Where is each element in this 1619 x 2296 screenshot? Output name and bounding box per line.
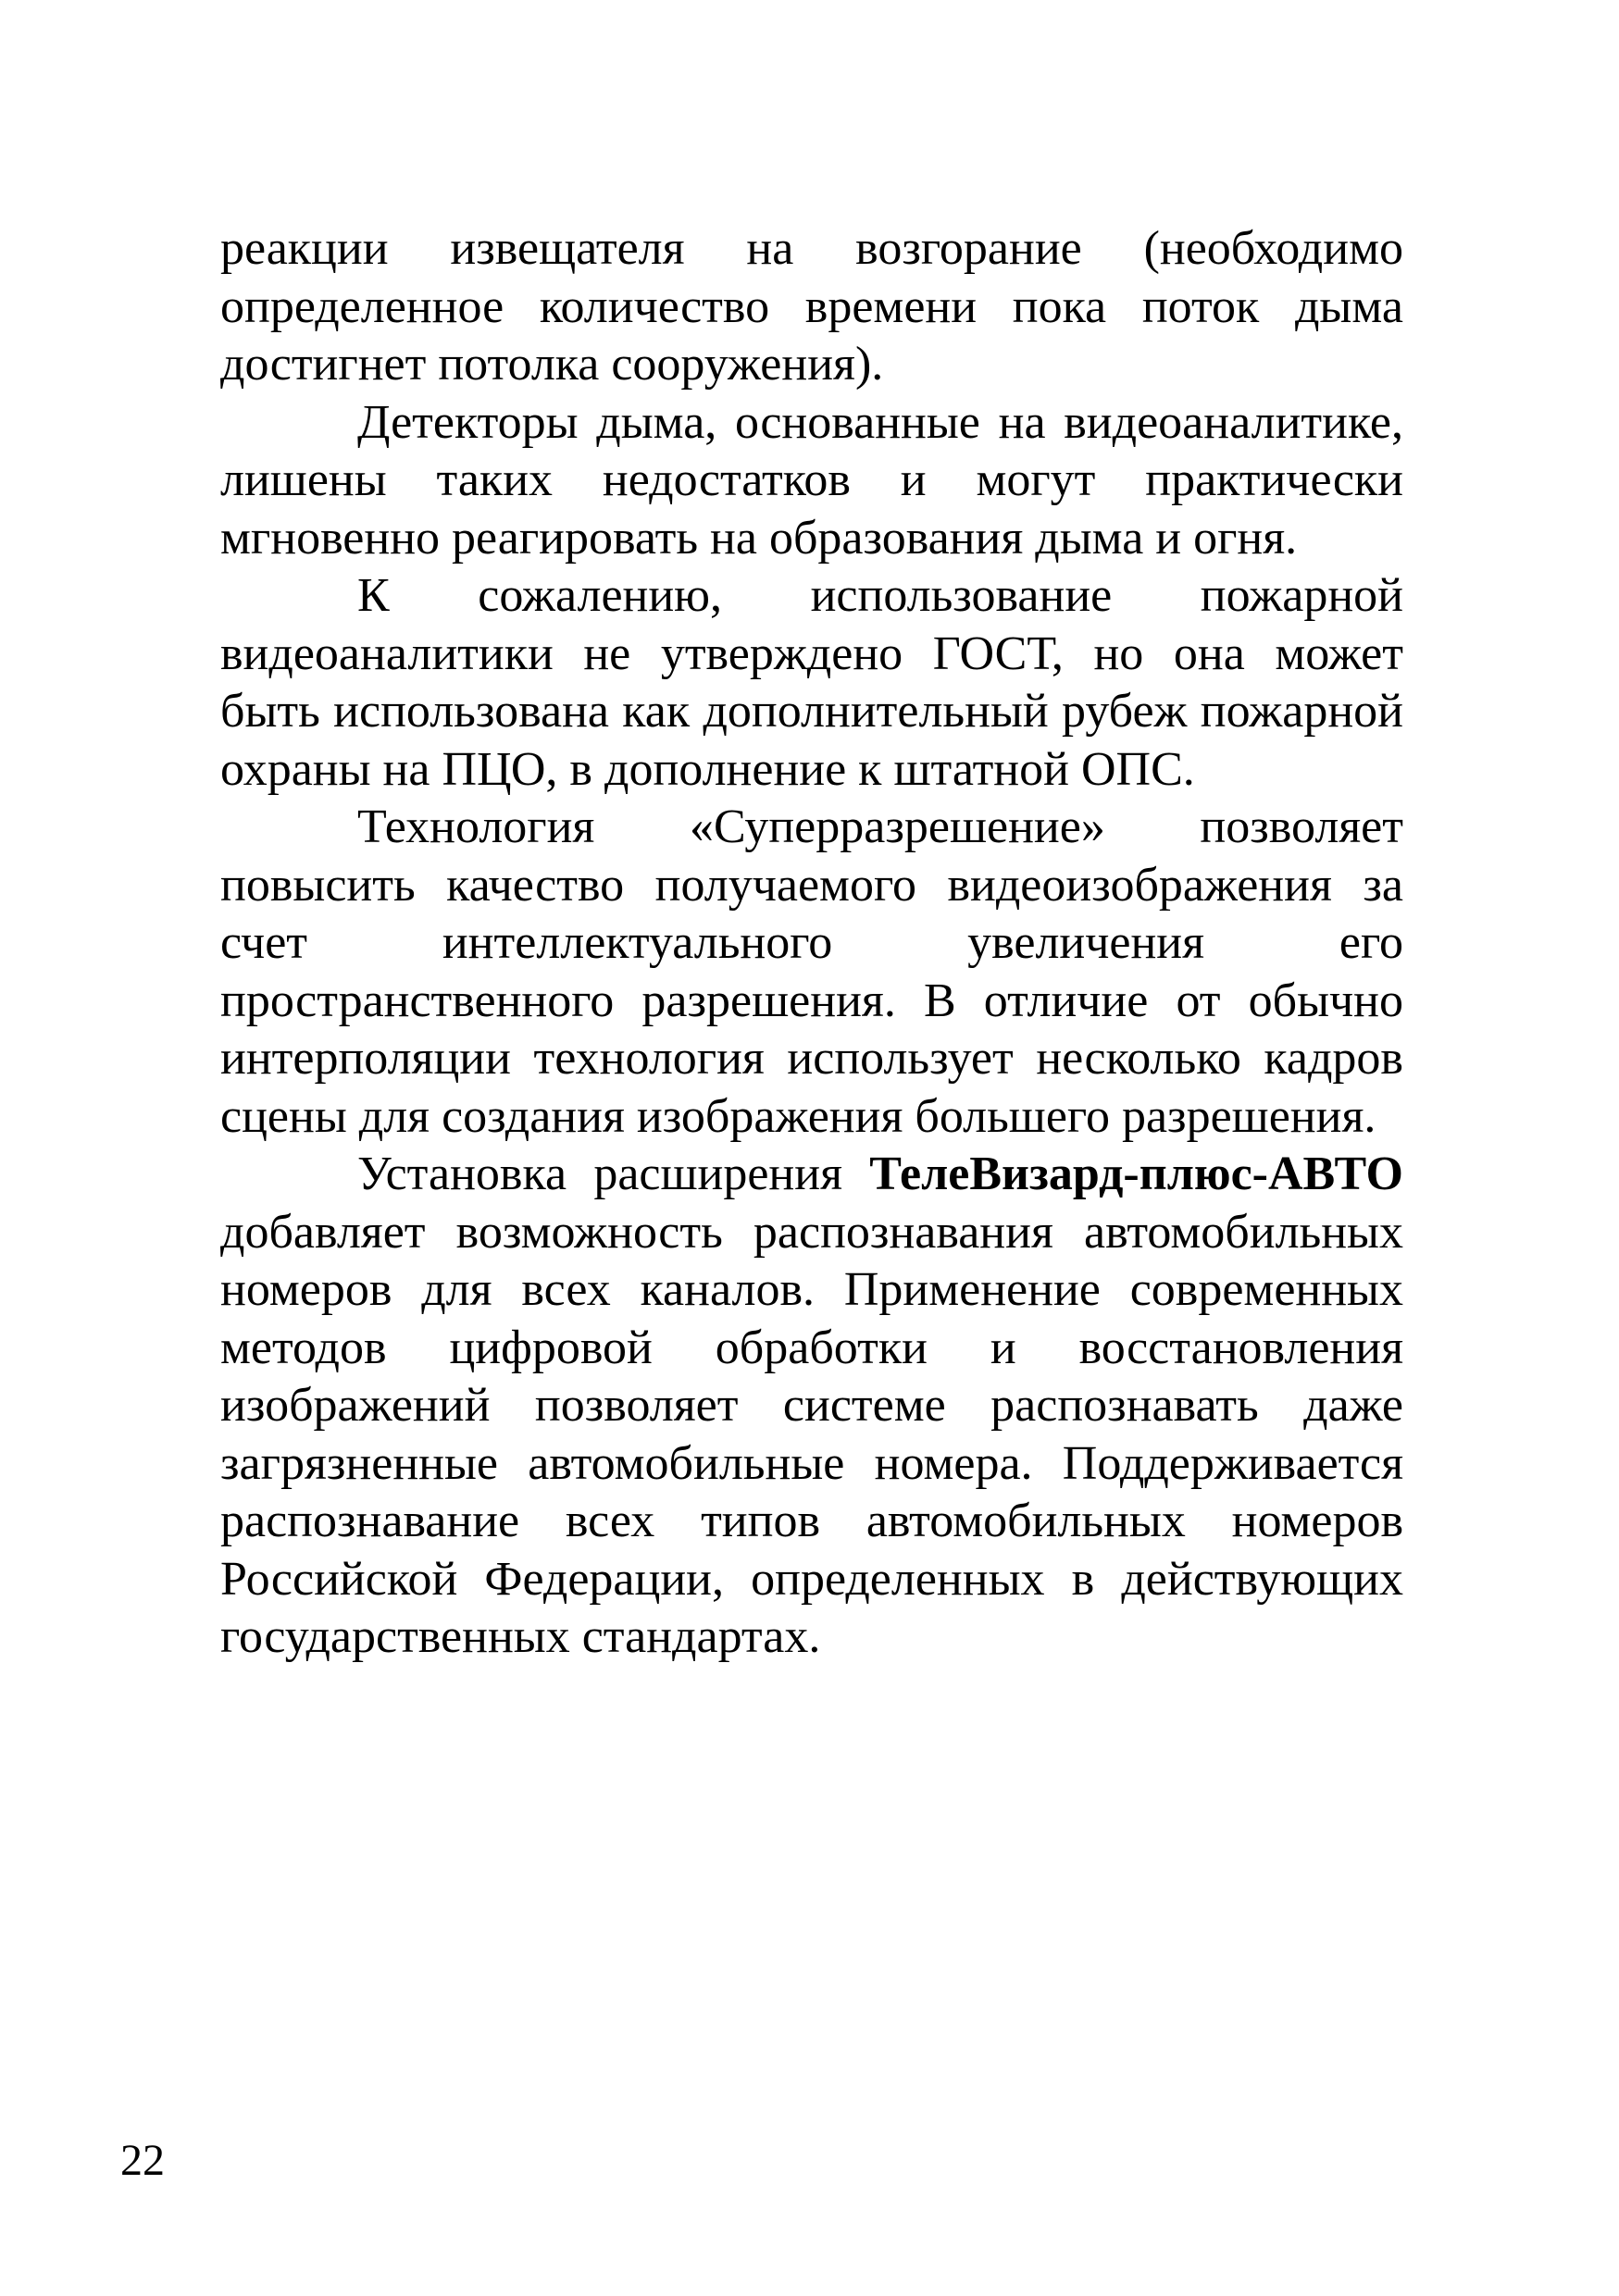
page-number: 22 [120, 2136, 165, 2185]
product-name: ТелеВизард-плюс-АВТО [869, 1148, 1403, 1200]
paragraph-2: Детекторы дыма, основанные на видеоаналитике, лишены таких недостатков и могут практически мгновенно реагировать на образования дыма и огня. [220, 395, 1403, 565]
paragraph-4: Технология «Суперразрешение» позволяет повысить качество получаемого видеоизображения за счет интеллектуального увеличения его пространственного разрешения. В отличие от обычно интерполяции технология использует несколько кадров сцены для создания изображения большего разрешения. [220, 800, 1403, 1143]
body-text [220, 220, 1403, 1667]
paragraph-3: К сожалению, использование пожарной видеоаналитики не утверждено ГОСТ, но она может быть использована как дополнительный рубеж пожарной охраны на ПЦО, в дополнение к штатной ОПС. [220, 569, 1403, 796]
paragraph-5-intro: Установка расширения [357, 1148, 870, 1200]
paragraph-5-rest: добавляет возможность распознавания автомобильных номеров для всех каналов. Применение современных методов цифровой обработки и восстановления изображений позволяет системе распознавать даже загрязненные автомобильные номера. Поддерживается распознавание всех типов автомобильных номеров Российской Федерации, определенных в действующих государственных стандартах. [220, 1205, 1403, 1663]
paragraph-5 [220, 1146, 1403, 1667]
paragraph-1: реакции извещателя на возгорание (необходимо определенное количество времени пока поток дыма достигнет потолка сооружения). [220, 222, 1403, 391]
